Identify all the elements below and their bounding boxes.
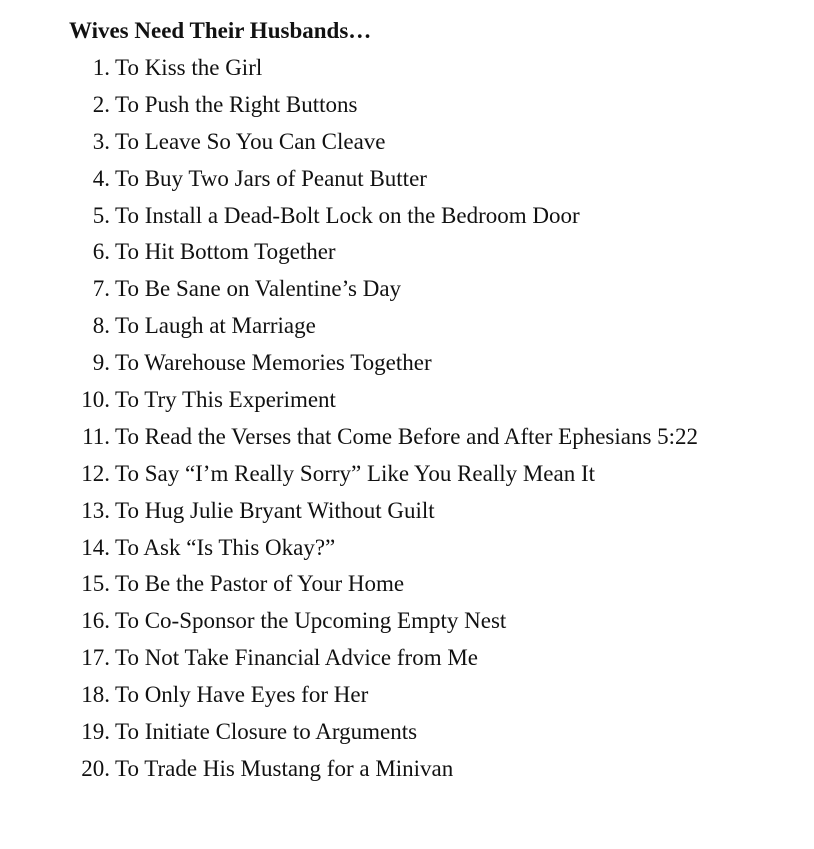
list-item-text: To Co-Sponsor the Upcoming Empty Nest	[115, 608, 507, 634]
list-item-number: 7.	[92, 276, 110, 302]
list-item-number: 6.	[92, 239, 110, 265]
list-item-number: 18.	[81, 682, 110, 708]
list-item-text: To Initiate Closure to Arguments	[115, 719, 418, 745]
list-item-text: To Laugh at Marriage	[115, 313, 316, 339]
list-item-number: 9.	[92, 350, 110, 376]
list-item-text: To Hit Bottom Together	[115, 239, 336, 265]
list-item-text: To Say “I’m Really Sorry” Like You Really Mean It	[115, 460, 596, 486]
list-item-text: To Kiss the Girl	[115, 55, 263, 80]
list-item-number: 1.	[92, 55, 110, 80]
list-item-number: 12.	[81, 460, 110, 486]
list-item-number: 11.	[82, 423, 110, 449]
list-item-text: To Buy Two Jars of Peanut Butter	[115, 165, 427, 191]
list-item-number: 5.	[92, 202, 110, 228]
list-item-text: To Install a Dead-Bolt Lock on the Bedroom Door	[115, 202, 580, 228]
list-item-number: 15.	[81, 571, 110, 597]
list-item-number: 13.	[81, 497, 110, 523]
document-title: Wives Need Their Husbands…	[69, 18, 372, 43]
list-item-text: To Only Have Eyes for Her	[115, 682, 369, 708]
list-item-text: To Not Take Financial Advice from Me	[115, 645, 478, 671]
list-item-number: 2.	[92, 91, 110, 117]
list-item-number: 14.	[81, 534, 110, 560]
list-item-number: 3.	[92, 128, 110, 154]
list-item-number: 19.	[81, 719, 110, 745]
list-item-text: To Be the Pastor of Your Home	[115, 571, 405, 597]
list-item-text: To Push the Right Buttons	[115, 91, 358, 117]
list-item-text: To Be Sane on Valentine’s Day	[115, 276, 402, 302]
list-item-number: 16.	[81, 608, 110, 634]
list-item-number: 8.	[92, 313, 110, 339]
list-item-number: 4.	[92, 165, 110, 191]
list-item-text: To Warehouse Memories Together	[115, 350, 432, 376]
list-item-number: 20.	[81, 755, 110, 781]
list-item-text: To Read the Verses that Come Before and After Ephesians 5:22	[115, 423, 699, 449]
list-item-text: To Trade His Mustang for a Minivan	[115, 755, 454, 781]
list-item-text: To Try This Experiment	[115, 387, 336, 413]
list-item-text: To Ask “Is This Okay?”	[115, 534, 336, 560]
list-item-text: To Hug Julie Bryant Without Guilt	[115, 497, 435, 523]
list-item-number: 17.	[81, 645, 110, 671]
list-item-text: To Leave So You Can Cleave	[115, 128, 386, 154]
list-item-number: 10.	[81, 387, 110, 413]
